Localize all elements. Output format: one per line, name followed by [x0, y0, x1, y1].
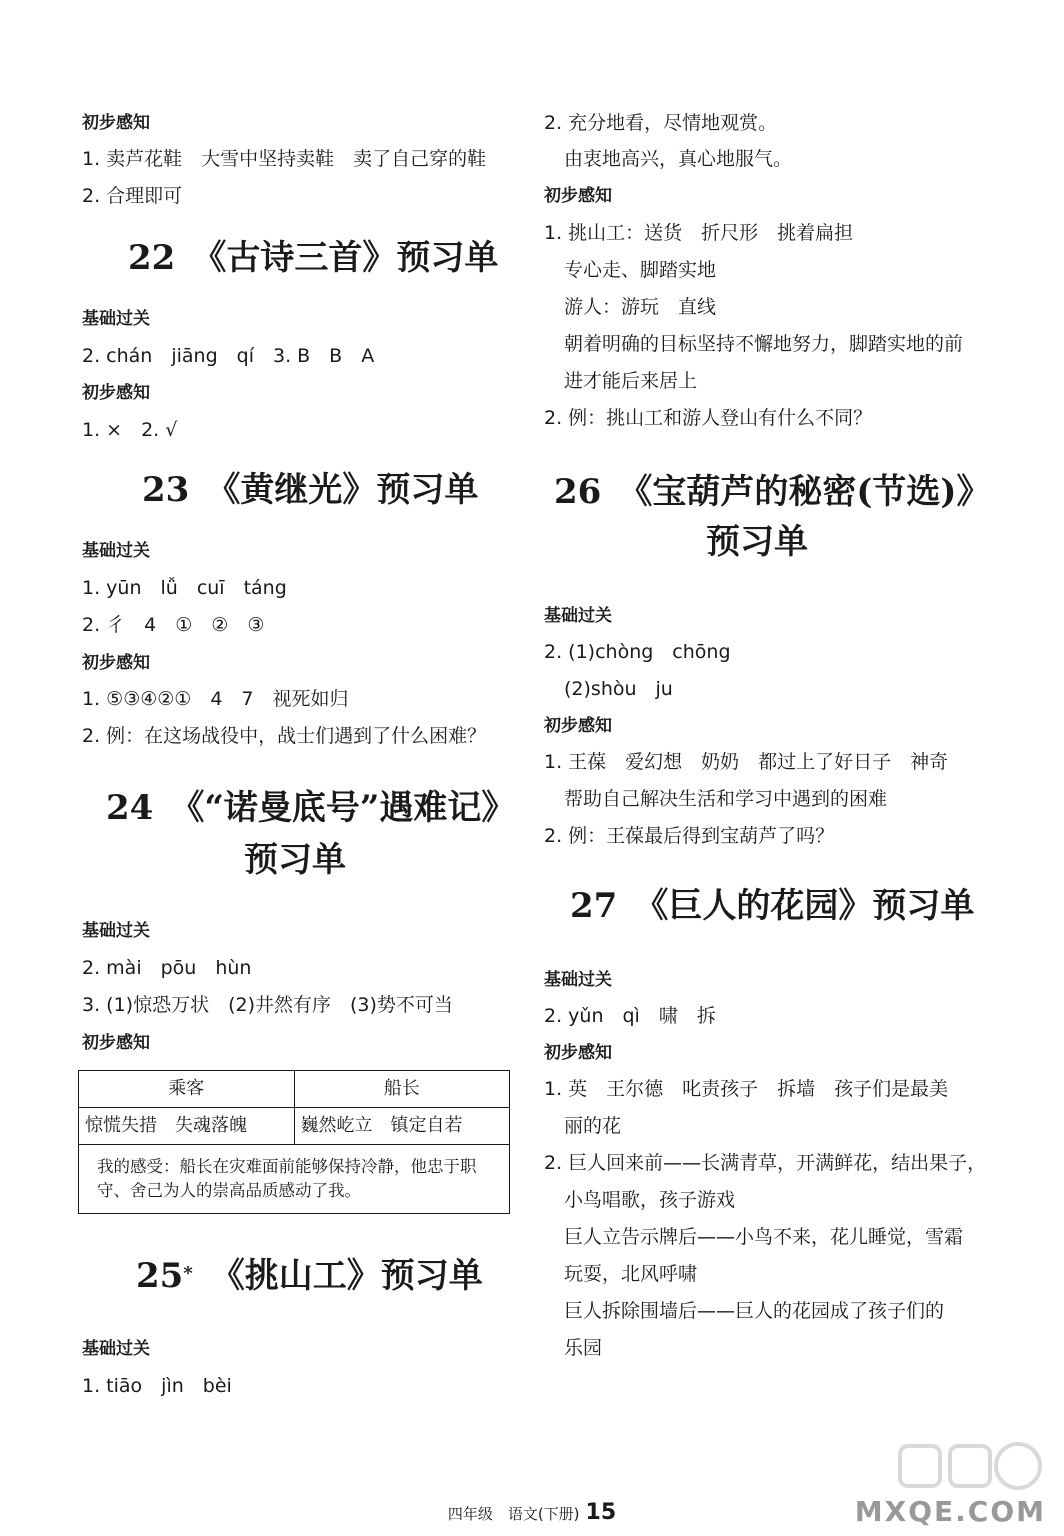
table-cell: 巍然屹立 镇定自若: [294, 1108, 510, 1145]
answer-line: 1. 卖芦花鞋 大雪中坚持卖鞋 卖了自己穿的鞋: [82, 148, 487, 170]
section-label: 基础过关: [82, 541, 150, 561]
section-label: 初步感知: [544, 1043, 612, 1063]
answer-line: 1. yūn lǚ cuī táng: [82, 577, 287, 599]
answer-line: 2. 充分地看，尽情地观赏。: [544, 112, 778, 134]
answer-line: 2. 巨人回来前——长满青草，开满鲜花，结出果子，: [544, 1152, 987, 1174]
section-title-26-sub: 预习单: [706, 522, 808, 562]
table-header: 乘客: [79, 1071, 295, 1108]
answer-line: 小鸟唱歌，孩子游戏: [564, 1189, 736, 1211]
section-label: 初步感知: [544, 186, 612, 206]
table-cell: 惊慌失措 失魂落魄: [79, 1108, 295, 1145]
section-label: 初步感知: [82, 653, 150, 673]
answer-line: 1. 王葆 爱幻想 奶奶 都过上了好日子 神奇: [544, 751, 949, 773]
section-label: 基础过关: [82, 309, 150, 329]
watermark-text: MXQE.COM: [854, 1495, 1046, 1528]
section-label: 初步感知: [544, 716, 612, 736]
answer-line: 丽的花: [564, 1115, 622, 1137]
answer-line: 专心走、脚踏实地: [564, 259, 717, 281]
answer-line: 帮助自己解决生活和学习中遇到的困难: [564, 788, 888, 810]
section-label: 基础过关: [544, 606, 612, 626]
footer-text: 四年级 语文(下册): [447, 1505, 580, 1523]
section-label: 基础过关: [82, 921, 150, 941]
section-title-24: 24 《“诺曼底号”遇难记》: [106, 788, 516, 828]
section-number: 25: [136, 1256, 184, 1296]
answer-line: 2. 例：挑山工和游人登山有什么不同？: [544, 407, 873, 429]
answer-line: 2. 例：在这场战役中，战士们遇到了什么困难？: [82, 725, 487, 747]
answer-line: 2. 合理即可: [82, 185, 183, 207]
answer-line: 1. 英 王尔德 叱责孩子 拆墙 孩子们是最美: [544, 1078, 949, 1100]
answer-line: 朝着明确的目标坚持不懈地努力，脚踏实地的前: [564, 333, 964, 355]
answer-line: 2. 彳 4 ① ② ③: [82, 614, 265, 636]
section-title-24-sub: 预习单: [244, 840, 346, 880]
answer-line: 游人：游玩 直线: [564, 296, 717, 318]
answer-line: 巨人拆除围墙后——巨人的花园成了孩子们的: [564, 1300, 945, 1322]
passenger-captain-table: [78, 1070, 510, 1214]
table-header: 船长: [294, 1071, 510, 1108]
section-label: 基础过关: [544, 970, 612, 990]
answer-line: 由衷地高兴，真心地服气。: [564, 148, 793, 170]
section-name: 《挑山工》预习单: [210, 1256, 483, 1296]
page-number: 15: [585, 1500, 617, 1525]
section-title-25: [136, 1254, 483, 1298]
answer-line: 1. 挑山工：送货 折尺形 挑着扁担: [544, 222, 854, 244]
table-feeling: 我的感受：船长在灾难面前能够保持冷静，他忠于职守、舍己为人的崇高品质感动了我。: [79, 1145, 510, 1214]
answer-line: 2. mài pōu hùn: [82, 957, 252, 979]
answer-line: 2. yǔn qì 啸 拆: [544, 1005, 716, 1027]
answer-line: 进才能后来居上: [564, 370, 698, 392]
answer-line: 巨人立告示牌后——小鸟不来，花儿睡觉，雪霜: [564, 1226, 964, 1248]
answer-line: 2. (1)chòng chōng: [544, 641, 731, 663]
section-title-27: 27 《巨人的花园》预习单: [570, 886, 975, 926]
answer-line: 乐园: [564, 1337, 603, 1359]
section-label: 初步感知: [82, 113, 150, 133]
answer-line: (2)shòu ju: [564, 678, 673, 700]
answer-line: 2. 例：王葆最后得到宝葫芦了吗？: [544, 825, 835, 847]
answer-line: 1. tiāo jìn bèi: [82, 1375, 232, 1397]
section-title-22: 22 《古诗三首》预习单: [128, 238, 499, 278]
answer-line: 1. × 2. √: [82, 419, 178, 441]
answer-line: 2. chán jiāng qí 3. B B A: [82, 345, 375, 367]
section-title-23: 23 《黄继光》预习单: [142, 470, 479, 510]
section-label: 基础过关: [82, 1339, 150, 1359]
answer-line: 1. ⑤③④②① 4 7 视死如归: [82, 688, 349, 710]
answer-line: 3. (1)惊恐万状 (2)井然有序 (3)势不可当: [82, 994, 453, 1016]
section-title-26: 26 《宝葫芦的秘密(节选)》: [554, 472, 991, 512]
answer-line: 玩耍，北风呼啸: [564, 1263, 698, 1285]
optional-star: *: [183, 1263, 193, 1284]
section-label: 初步感知: [82, 383, 150, 403]
section-label: 初步感知: [82, 1033, 150, 1053]
